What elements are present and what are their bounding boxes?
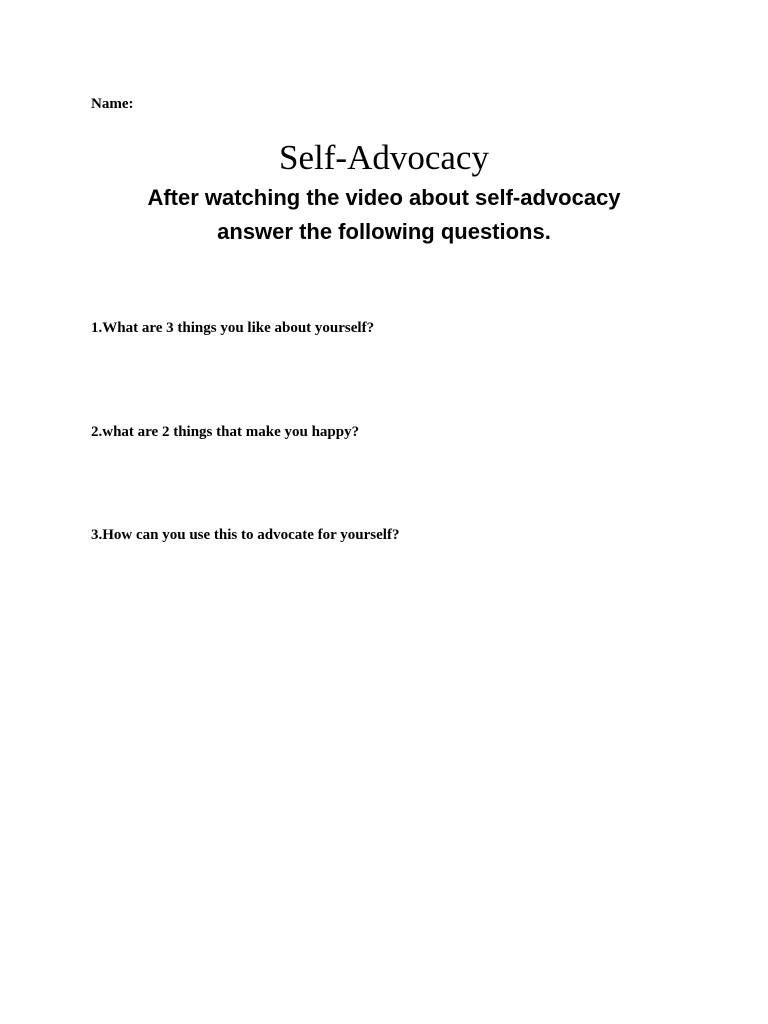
instructions-line-1: After watching the video about self-advocacy <box>147 185 621 210</box>
instructions <box>0 181 768 249</box>
page-title: Self-Advocacy <box>279 138 489 177</box>
question-2: 2.what are 2 things that make you happy? <box>91 424 360 440</box>
instructions-line-2: answer the following questions. <box>217 219 551 244</box>
question-1: 1.What are 3 things you like about yourself? <box>91 320 375 336</box>
name-label: Name: <box>91 96 134 112</box>
question-3: 3.How can you use this to advocate for yourself? <box>91 527 400 543</box>
